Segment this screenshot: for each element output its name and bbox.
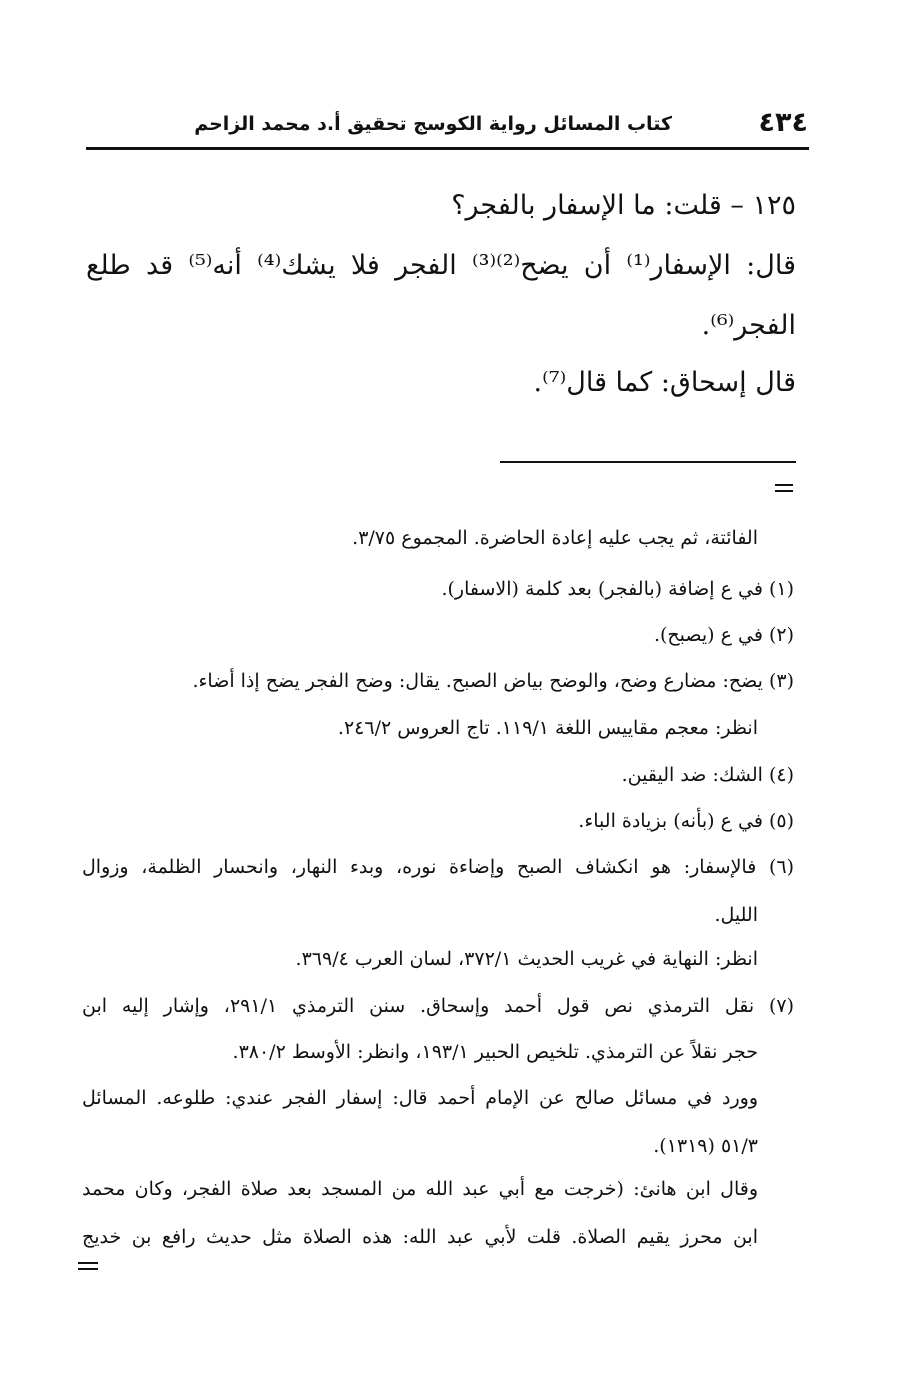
footnote-line: (٤) الشك: ضد اليقين. bbox=[621, 764, 794, 786]
continuation-mark bbox=[78, 1262, 98, 1274]
header-rule bbox=[86, 147, 809, 150]
footnote-line: انظر: النهاية في غريب الحديث ٣٧٢/١، لسان العرب ٣٦٩/٤. bbox=[295, 948, 758, 970]
footnote-line: (٢) في ع (يصبح). bbox=[653, 624, 794, 646]
footnote-line: (٦) فالإسفار: هو انكشاف الصبح وإضاءة نوره، وبدء النهار، وانحسار الظلمة، وزوال bbox=[82, 856, 794, 878]
footnote-line: وورد في مسائل صالح عن الإمام أحمد قال: إسفار الفجر عندي: طلوعه. المسائل bbox=[82, 1087, 758, 1109]
footnote-line: (١) في ع إضافة (بالفجر) بعد كلمة (الاسفار). bbox=[441, 578, 794, 600]
footnote-line: (٥) في ع (بأنه) بزيادة الباء. bbox=[578, 810, 794, 832]
answer-continuation-line: الفجر⁽⁶⁾. bbox=[701, 310, 796, 341]
question-line: ١٢٥ – قلت: ما الإسفار بالفجر؟ bbox=[451, 190, 796, 221]
page-header bbox=[86, 102, 808, 142]
footnote-separator bbox=[500, 461, 796, 463]
footnote-line: ٥١/٣ (١٣١٩). bbox=[653, 1135, 758, 1157]
continuation-mark bbox=[775, 484, 793, 494]
footnote-line: الليل. bbox=[714, 904, 758, 926]
footnote-line: (٣) يضح: مضارع وضح، والوضح بياض الصبح. يقال: وضح الفجر يضح إذا أضاء. bbox=[192, 670, 794, 692]
footnote-line: (٧) نقل الترمذي نص قول أحمد وإسحاق. سنن الترمذي ٢٩١/١، وإشار إليه ابن bbox=[82, 995, 795, 1017]
footnote-line: حجر نقلاً عن الترمذي. تلخيص الحبير ١٩٣/١، وانظر: الأوسط ٣٨٠/٢. bbox=[232, 1041, 758, 1063]
footnote-line: انظر: معجم مقاييس اللغة ١١٩/١. تاج العروس ٢٤٦/٢. bbox=[337, 717, 758, 739]
page-number: ٤٣٤ bbox=[758, 107, 808, 138]
answer-line: قال: الإسفار⁽¹⁾ أن يضح⁽²⁾⁽³⁾ الفجر فلا يشك⁽⁴⁾ أنه⁽⁵⁾ قد طلع bbox=[86, 250, 796, 281]
footnote-line: وقال ابن هانئ: (خرجت مع أبي عبد الله من المسجد بعد صلاة الفجر، وكان محمد bbox=[82, 1178, 758, 1200]
ishaq-line: قال إسحاق: كما قال⁽⁷⁾. bbox=[533, 367, 796, 398]
running-title: كتاب المسائل رواية الكوسج تحقيق أ.د محمد الزاحم bbox=[194, 113, 672, 135]
footnote-line: ابن محرز يقيم الصلاة. قلت لأبي عبد الله: هذه الصلاة مثل حديث رافع بن خديج bbox=[82, 1226, 758, 1248]
footnote-line: الفائتة، ثم يجب عليه إعادة الحاضرة. المجموع ٣/٧٥. bbox=[352, 527, 758, 549]
